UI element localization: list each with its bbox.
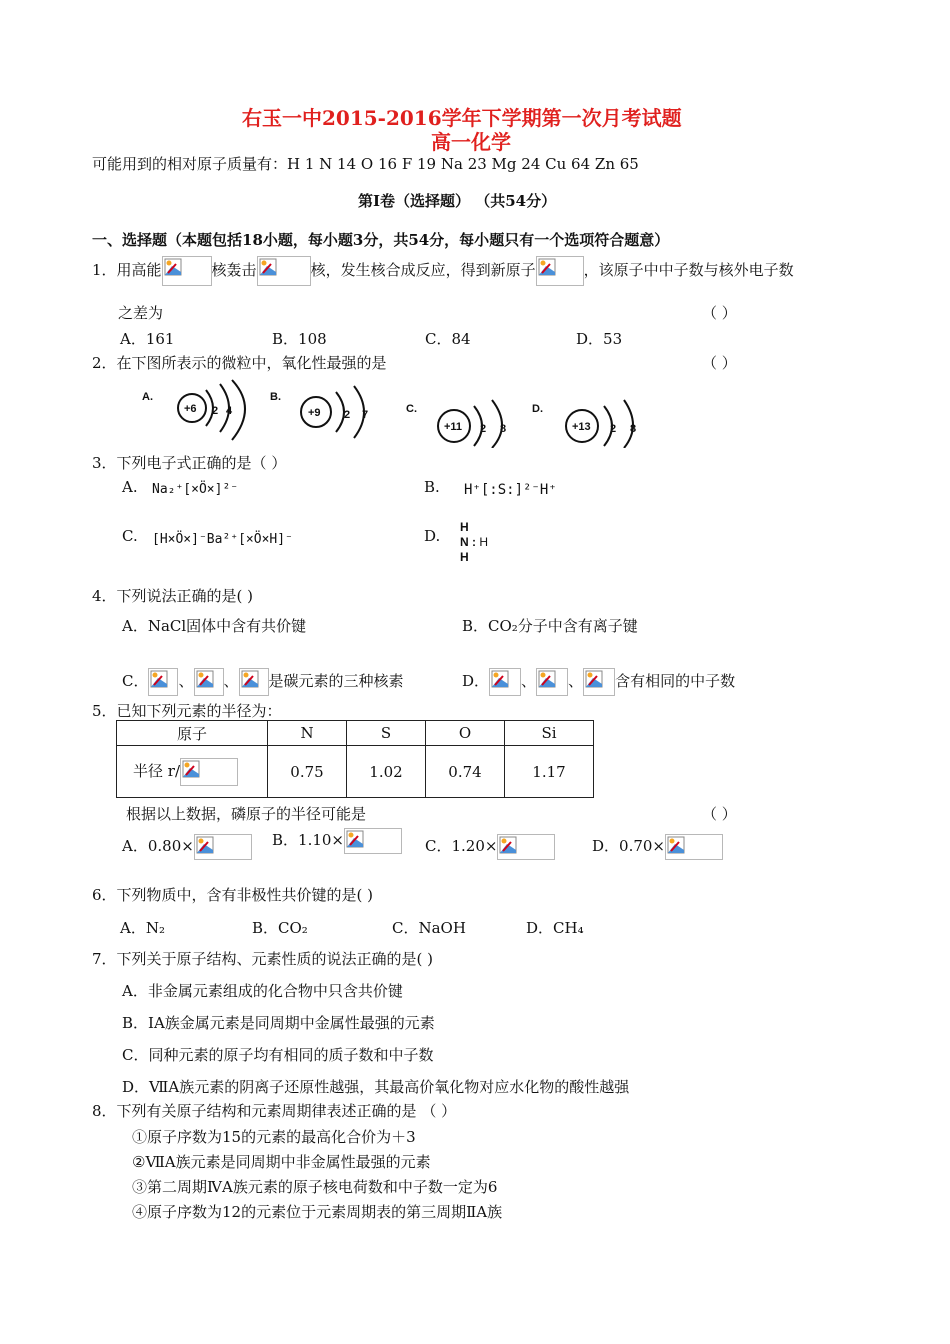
broken-image-icon — [538, 670, 556, 688]
nuclide-image — [194, 668, 224, 696]
table-header: Si — [505, 721, 594, 746]
unit-image — [665, 834, 723, 860]
option-a: A．NaCl固体中含有共价键 — [122, 617, 307, 635]
option-b: B．1.10× — [272, 828, 402, 854]
option-b: B．CO₂分子中含有离子键 — [462, 617, 638, 635]
exam-title: 右玉一中2015-2016学年下学期第一次月考试题 — [242, 106, 682, 130]
question-1-cont: 之差为 — [118, 304, 164, 322]
option-c: C．同种元素的原子均有相同的质子数和中子数 — [122, 1046, 434, 1064]
atom-d-shell-1: 2 — [610, 423, 617, 435]
unit-image — [497, 834, 555, 860]
atom-c-letter: C. — [406, 403, 417, 415]
isotope-image — [162, 256, 212, 286]
table-cell: 半径 r/ — [117, 746, 268, 798]
statement-3: ③第二周期ⅣA族元素的原子核电荷数和中子数一定为6 — [132, 1178, 498, 1196]
option-a: A．161 — [120, 330, 175, 348]
option-d: D．ⅦA族元素的阴离子还原性越强，其最高价氧化物对应水化物的酸性越强 — [122, 1078, 630, 1096]
radius-table — [116, 720, 594, 798]
part-heading: 一、选择题（本题包括18小题，每小题3分，共54分，每小题只有一个选项符合题意） — [92, 231, 670, 249]
electron-formula-a: Na₂⁺[×Ö×]²⁻ — [152, 482, 239, 497]
atom-b-letter: B. — [270, 391, 281, 403]
table-header: N — [268, 721, 347, 746]
electron-formula-c: [H×Ö×]⁻Ba²⁺[×Ö×H]⁻ — [152, 532, 293, 547]
broken-image-icon — [538, 258, 556, 276]
section-heading: 第Ⅰ卷（选择题） （共54分） — [358, 192, 557, 210]
broken-image-icon — [259, 258, 277, 276]
nuclide-image — [489, 668, 521, 696]
atom-b-nucleus: +9 — [308, 407, 321, 419]
option-c: C．NaOH — [392, 919, 466, 937]
broken-image-icon — [491, 670, 509, 688]
answer-blank: （ ） — [702, 304, 737, 322]
option-b: B. — [424, 478, 440, 496]
unit-image — [180, 758, 238, 786]
table-cell: 1.02 — [347, 746, 426, 798]
atom-c-shell-2: 8 — [500, 423, 507, 435]
broken-image-icon — [164, 258, 182, 276]
option-a: A．非金属元素组成的化合物中只含共价键 — [122, 982, 403, 1000]
answer-blank: （ ） — [702, 354, 737, 372]
broken-image-icon — [499, 836, 517, 854]
option-c: C． 、 、 是碳元素的三种核素 — [122, 668, 404, 696]
isotope-image — [536, 256, 584, 286]
atom-b-shell-2: 7 — [362, 409, 369, 421]
exam-subtitle: 高一化学 — [431, 130, 511, 154]
atom-c-shell-1: 2 — [480, 423, 487, 435]
table-row — [117, 746, 594, 798]
broken-image-icon — [585, 670, 603, 688]
nuclide-image — [239, 668, 269, 696]
option-b: B．ⅠA族金属元素是同周期中金属性最强的元素 — [122, 1014, 435, 1032]
question-4: 4．下列说法正确的是( ) — [92, 587, 254, 605]
option-c: C. — [122, 527, 138, 545]
question-8: 8．下列有关原子结构和元素周期律表述正确的是 （ ） — [92, 1102, 457, 1120]
table-cell: 0.75 — [268, 746, 347, 798]
unit-image — [194, 834, 252, 860]
question-5-prompt: 根据以上数据，磷原子的半径可能是 — [126, 805, 367, 823]
nuclide-image — [148, 668, 178, 696]
electron-formula-b: H⁺[:S:]²⁻H⁺ — [464, 482, 557, 498]
broken-image-icon — [667, 836, 685, 854]
atom-c-nucleus: +11 — [444, 421, 463, 433]
atom-a-letter: A. — [142, 391, 153, 403]
question-5: 5．已知下列元素的半径为： — [92, 702, 282, 720]
option-d: D．CH₄ — [526, 919, 584, 937]
broken-image-icon — [346, 830, 364, 848]
nuclide-image — [583, 668, 615, 696]
atom-d-letter: D. — [532, 403, 543, 415]
option-c: C．84 — [425, 330, 471, 348]
broken-image-icon — [182, 760, 200, 778]
atom-structure-diagrams — [140, 378, 660, 448]
broken-image-icon — [196, 836, 214, 854]
option-d: D． 、 、 含有相同的中子数 — [462, 668, 735, 696]
table-cell: 1.17 — [505, 746, 594, 798]
isotope-image — [257, 256, 311, 286]
table-header-row — [117, 721, 594, 746]
option-a: A. — [122, 478, 138, 496]
table-header: O — [426, 721, 505, 746]
question-1: 1．用高能 核轰击 核，发生核合成反应，得到新原子 ，该原子中中子数与核外电子数 — [92, 256, 794, 286]
electron-formula-d: H N : H H — [460, 520, 489, 564]
question-6: 6．下列物质中，含有非极性共价键的是( ) — [92, 886, 374, 904]
option-a: A．N₂ — [120, 919, 165, 937]
atom-a-nucleus: +6 — [184, 403, 197, 415]
statement-1: ①原子序数为15的元素的最高化合价为＋3 — [132, 1128, 416, 1146]
atom-d-shell-2: 8 — [630, 423, 637, 435]
statement-2: ②ⅦA族元素是同周期中非金属性最强的元素 — [132, 1153, 431, 1171]
table-cell: 0.74 — [426, 746, 505, 798]
atom-a-shell-1: 2 — [212, 405, 219, 417]
atomic-masses: 可能用到的相对原子质量有：H 1 N 14 O 16 F 19 Na 23 Mg 24 Cu 64 Zn 65 — [92, 155, 639, 173]
statement-4: ④原子序数为12的元素位于元素周期表的第三周期ⅡA族 — [132, 1203, 503, 1221]
question-2: 2．在下图所表示的微粒中，氧化性最强的是 — [92, 354, 387, 372]
option-c: C．1.20× — [425, 834, 555, 860]
atom-a-shell-2: 4 — [226, 405, 233, 417]
option-d: D．53 — [576, 330, 623, 348]
table-header: 原子 — [117, 721, 268, 746]
option-b: B．108 — [272, 330, 327, 348]
question-3: 3．下列电子式正确的是（ ） — [92, 454, 287, 472]
answer-blank: （ ） — [702, 805, 737, 823]
unit-image — [344, 828, 402, 854]
option-d: D．0.70× — [592, 834, 723, 860]
table-header: S — [347, 721, 426, 746]
atom-b-shell-1: 2 — [344, 409, 351, 421]
broken-image-icon — [150, 670, 168, 688]
option-a: A．0.80× — [122, 834, 252, 860]
option-b: B．CO₂ — [252, 919, 308, 937]
nuclide-image — [536, 668, 568, 696]
option-d: D. — [424, 527, 441, 545]
question-7: 7．下列关于原子结构、元素性质的说法正确的是( ) — [92, 950, 434, 968]
broken-image-icon — [241, 670, 259, 688]
atom-d-nucleus: +13 — [572, 421, 591, 433]
broken-image-icon — [196, 670, 214, 688]
